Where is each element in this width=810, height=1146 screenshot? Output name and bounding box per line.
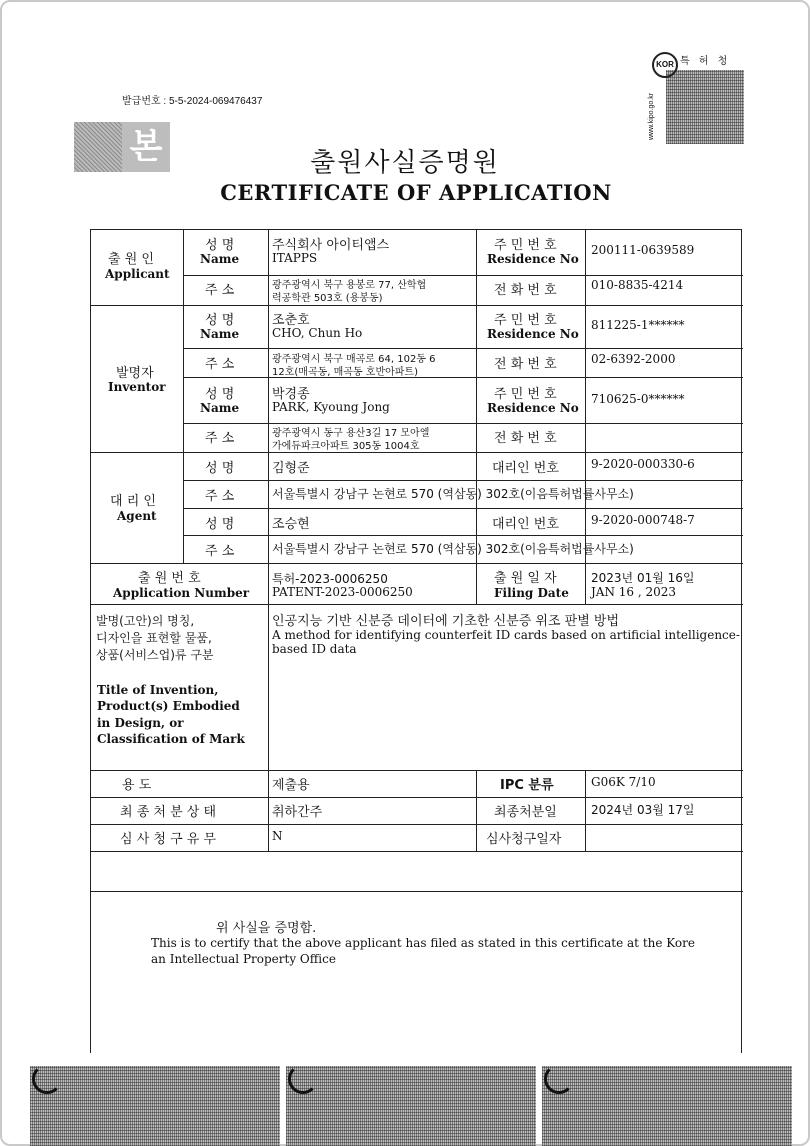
inventor1-address-line2: 12호(매곡동, 매곡동 호반아파트) xyxy=(272,367,418,378)
exam-date-label: 심사청구일자 xyxy=(486,832,562,847)
filing-label-ko: 출 원 일 자 xyxy=(494,571,557,586)
inventor2-resident-label-en: Residence No xyxy=(487,401,579,415)
office-url: www.kipo.go.kr xyxy=(648,92,655,140)
agent2-address: 서울특별시 강남구 논현로 570 (역삼동) 302호(이음특허법률사무소) xyxy=(272,542,634,556)
inventor2-address-line2: 가에듀파크아파트 305동 1004호 xyxy=(272,441,420,452)
certify-en-2: an Intellectual Property Office xyxy=(151,952,336,966)
applicant-name-label-ko: 성 명 xyxy=(205,238,235,253)
office-name: 특 허 청 xyxy=(680,56,731,67)
swirl-icon xyxy=(544,1064,574,1094)
application-number-ko: 특허-2023-0006250 xyxy=(272,572,388,586)
applicant-name-label-en: Name xyxy=(200,252,240,266)
final-date-value: 2024년 03월 17일 xyxy=(591,803,695,817)
agent1-name-label: 성 명 xyxy=(205,461,235,476)
security-code-bottom-2 xyxy=(286,1066,536,1146)
appno-label-ko: 출 원 번 호 xyxy=(138,571,201,586)
swirl-icon xyxy=(32,1064,62,1094)
title-english: CERTIFICATE OF APPLICATION xyxy=(220,180,612,205)
agent1-number: 9-2020-000330-6 xyxy=(591,457,695,471)
inventor1-phone-label: 전 화 번 호 xyxy=(494,357,557,372)
applicant-label-ko: 출 원 인 xyxy=(108,252,154,267)
agent2-name: 조승현 xyxy=(272,517,310,532)
inventor1-resident-label-ko: 주 민 번 호 xyxy=(494,313,557,328)
inventor1-name-label-en: Name xyxy=(200,327,240,341)
filing-date-en: JAN 16 , 2023 xyxy=(591,585,677,599)
applicant-label-en: Applicant xyxy=(105,267,170,281)
issue-number: 발급번호 : 5-5-2024-069476437 xyxy=(122,96,263,107)
applicant-resident-label-ko: 주 민 번 호 xyxy=(494,238,557,253)
inventor1-name-en: CHO, Chun Ho xyxy=(272,326,363,340)
title-label-ko-1: 발명(고안)의 명칭, xyxy=(96,614,195,628)
swirl-icon xyxy=(288,1064,318,1094)
title-label-ko-2: 디자인을 표현할 물품, xyxy=(96,631,212,645)
inventor2-address-line1: 광주광역시 동구 용산3길 17 모아엘 xyxy=(272,428,430,439)
applicant-resident-label-en: Residence No xyxy=(487,252,579,266)
inventor2-residence-no: 710625-0****** xyxy=(591,392,685,406)
certify-en-1: This is to certify that the above applicant has filed as stated in this certificate at the Kore xyxy=(151,936,695,950)
invention-title-ko: 인공지능 기반 신분증 데이터에 기초한 신분증 위조 판별 방법 xyxy=(272,614,620,629)
inventor1-address-label: 주 소 xyxy=(205,357,235,372)
inventor1-name-label-ko: 성 명 xyxy=(205,313,235,328)
agent1-number-label: 대리인 번호 xyxy=(492,461,559,476)
invention-title-en-1: A method for identifying counterfeit ID cards based on artificial intelligence- xyxy=(272,628,740,642)
applicant-name-ko: 주식회사 아이티앱스 xyxy=(272,238,390,253)
agent2-number: 9-2020-000748-7 xyxy=(591,513,695,527)
inventor2-name-label-ko: 성 명 xyxy=(205,387,235,402)
application-number-en: PATENT-2023-0006250 xyxy=(272,585,413,599)
final-date-label: 최종처분일 xyxy=(494,805,557,820)
security-code-bottom-1 xyxy=(30,1066,280,1146)
agent1-address-label: 주 소 xyxy=(205,489,235,504)
kipo-logo: KOR xyxy=(652,52,678,78)
final-status-label: 최 종 처 분 상 태 xyxy=(120,805,217,820)
ipc-label: IPC 분류 xyxy=(500,778,554,793)
use-value: 제출용 xyxy=(272,778,310,793)
inventor1-resident-label-en: Residence No xyxy=(487,327,579,341)
inventor-label-ko: 발명자 xyxy=(116,366,154,381)
inventor1-phone: 02-6392-2000 xyxy=(591,352,676,366)
title-label-en-4: Classification of Mark xyxy=(97,732,245,746)
applicant-address-label: 주 소 xyxy=(205,283,235,298)
agent1-address: 서울특별시 강남구 논현로 570 (역삼동) 302호(이음특허법률사무소) xyxy=(272,487,634,501)
agent2-address-label: 주 소 xyxy=(205,544,235,559)
filing-label-en: Filing Date xyxy=(494,586,569,600)
use-label: 용 도 xyxy=(122,778,152,793)
inventor1-name-ko: 조춘호 xyxy=(272,313,310,328)
inventor-label-en: Inventor xyxy=(108,380,166,394)
title-label-en-3: in Design, or xyxy=(97,716,184,730)
security-code-top xyxy=(666,70,744,144)
agent-label-en: Agent xyxy=(117,509,157,523)
applicant-residence-no: 200111-0639589 xyxy=(591,243,695,257)
applicant-phone-label: 전 화 번 호 xyxy=(494,283,557,298)
exam-request-label: 심 사 청 구 유 무 xyxy=(120,832,217,847)
agent1-name: 김형준 xyxy=(272,461,310,476)
inventor2-resident-label-ko: 주 민 번 호 xyxy=(494,387,557,402)
inventor1-residence-no: 811225-1****** xyxy=(591,318,685,332)
inventor2-address-label: 주 소 xyxy=(205,431,235,446)
title-label-en-2: Product(s) Embodied xyxy=(97,699,240,713)
applicant-address-line2: 력공학관 503호 (용봉동) xyxy=(272,293,383,304)
original-mark: 본 xyxy=(122,122,170,172)
inventor2-name-en: PARK, Kyoung Jong xyxy=(272,400,390,414)
applicant-name-en: ITAPPS xyxy=(272,251,318,265)
inventor2-name-label-en: Name xyxy=(200,401,240,415)
invention-title-en-2: based ID data xyxy=(272,642,357,656)
applicant-phone: 010-8835-4214 xyxy=(591,278,684,292)
agent-label-ko: 대 리 인 xyxy=(110,494,156,509)
appno-label-en: Application Number xyxy=(113,586,250,600)
ipc-value: G06K 7/10 xyxy=(591,775,656,789)
inventor2-name-ko: 박경종 xyxy=(272,387,310,402)
title-label-en-1: Title of Invention, xyxy=(97,683,219,697)
title-label-ko-3: 상품(서비스업)류 구분 xyxy=(96,648,214,662)
agent2-name-label: 성 명 xyxy=(205,517,235,532)
security-code-bottom-3 xyxy=(542,1066,792,1146)
inventor1-address-line1: 광주광역시 북구 매곡로 64, 102동 6 xyxy=(272,354,436,365)
certify-ko: 위 사실을 증명함. xyxy=(216,921,317,936)
exam-request-value: N xyxy=(272,829,283,843)
inventor2-phone-label: 전 화 번 호 xyxy=(494,431,557,446)
filing-date-ko: 2023년 01월 16일 xyxy=(591,571,695,585)
final-status-value: 취하간주 xyxy=(272,805,323,820)
title-korean: 출원사실증명원 xyxy=(310,148,500,178)
agent2-number-label: 대리인 번호 xyxy=(492,517,559,532)
applicant-address-line1: 광주광역시 북구 용봉로 77, 산학협 xyxy=(272,280,427,291)
